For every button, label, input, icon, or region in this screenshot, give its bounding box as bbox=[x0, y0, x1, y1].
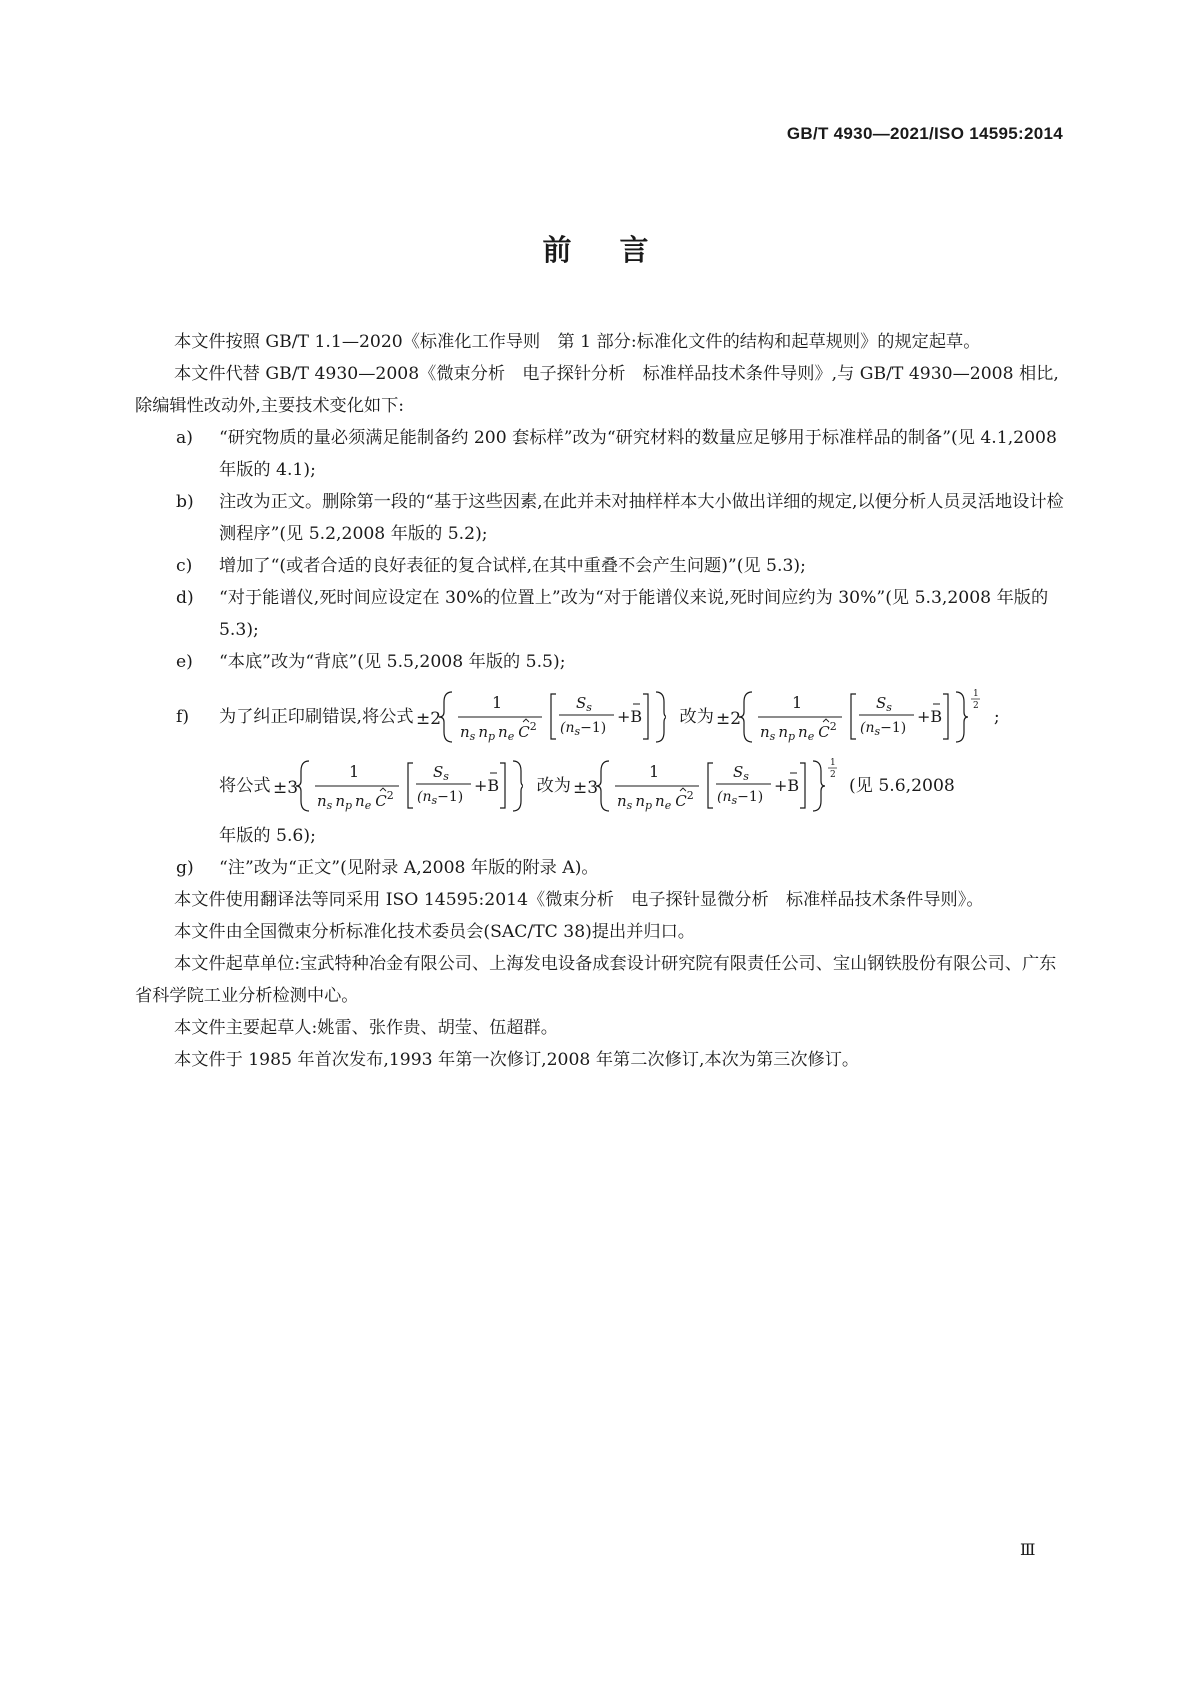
change-item-label: d) bbox=[176, 588, 194, 608]
page-number: Ⅲ bbox=[1020, 1540, 1036, 1559]
background-term: +B bbox=[773, 776, 800, 795]
change-item-label: g) bbox=[176, 858, 194, 878]
paragraph-drafting-units: 本文件起草单位:宝武特种冶金有限公司、上海发电设备成套设计研究院有限责任公司、宝山钢铁股份有限公司、广东省科学院工业分析检测中心。 bbox=[135, 954, 1057, 1006]
exponent-numerator: 1 bbox=[972, 689, 979, 699]
change-item-text: “研究物质的量必须满足能制备约 200 套标样”改为“研究材料的数量应足够用于标准样品的制备”(见 4.1,2008 年版的 4.1); bbox=[219, 428, 1057, 480]
change-item-f bbox=[135, 684, 1064, 750]
change-item-label: f) bbox=[176, 707, 190, 727]
change-item-b bbox=[135, 486, 1064, 550]
change-item-text: 增加了“(或者合适的良好表征的复合试样,在其中重叠不会产生问题)”(见 5.3); bbox=[219, 556, 806, 576]
sample-count-denominator: $(n_s-1)$ bbox=[416, 789, 463, 807]
sample-count-numerator: $S_s$ bbox=[432, 763, 449, 783]
sample-count-numerator: $S_s$ bbox=[732, 763, 749, 783]
fraction-denominator: $n_s$ $n_p$ $n_e$ $C^2$ bbox=[759, 720, 837, 743]
formula-new-2 bbox=[714, 684, 954, 750]
formula-new-3 bbox=[571, 753, 811, 819]
change-item-a bbox=[135, 422, 1064, 486]
change-f-changed-to-2: 改为 bbox=[536, 776, 571, 796]
change-item-g bbox=[135, 852, 1064, 884]
change-item-text: 注改为正文。删除第一段的“基于这些因素,在此并未对抽样样本大小做出详细的规定,以便分析人员灵活地设计检测程序”(见 5.2,2008 年版的 5.2); bbox=[219, 492, 1064, 544]
change-item-text: “注”改为“正文”(见附录 A,2008 年版的附录 A)。 bbox=[219, 858, 599, 878]
change-f-tail2: 年版的 5.6); bbox=[219, 826, 316, 846]
change-item-f-end bbox=[135, 820, 1064, 852]
fraction-denominator: $n_s$ $n_p$ $n_e$ $C^2$ bbox=[316, 789, 394, 812]
exponent-denominator: 2 bbox=[972, 701, 979, 711]
sample-count-numerator: $S_s$ bbox=[575, 694, 592, 714]
exponent-denominator: 2 bbox=[829, 770, 836, 780]
change-item-f-continued bbox=[135, 752, 1064, 820]
change-item-label: a) bbox=[176, 428, 193, 448]
fraction-numerator: 1 bbox=[348, 762, 359, 781]
change-f-changed-to: 改为 bbox=[679, 707, 714, 727]
exponent-numerator: 1 bbox=[829, 758, 836, 768]
paragraph-adoption: 本文件使用翻译法等同采用 ISO 14595:2014《微束分析 电子探针显微分析 标准样品技术条件导则》。 bbox=[174, 890, 984, 910]
change-item-label: c) bbox=[176, 556, 193, 576]
sample-count-numerator: $S_s$ bbox=[875, 694, 892, 714]
fraction-numerator: 1 bbox=[791, 693, 803, 712]
background-term: +B bbox=[616, 707, 642, 726]
document-code-header: GB/T 4930—2021/ISO 14595:2014 bbox=[786, 124, 1063, 143]
fraction-numerator: 1 bbox=[648, 762, 660, 781]
formula-coefficient: ±3 bbox=[272, 778, 298, 798]
change-item-e bbox=[135, 646, 1064, 678]
change-item-c bbox=[135, 550, 1064, 582]
paragraph-replaces: 本文件代替 GB/T 4930—2008《微束分析 电子探针分析 标准样品技术条件导则》,与 GB/T 4930—2008 相比,除编辑性改动外,主要技术变化如下: bbox=[135, 364, 1059, 416]
background-term: +B bbox=[916, 707, 943, 726]
change-item-label: b) bbox=[176, 492, 194, 512]
formula-old-2 bbox=[414, 684, 654, 750]
background-term: +B bbox=[473, 776, 499, 795]
formula-old-3 bbox=[271, 753, 511, 819]
paragraph-drafting-rules: 本文件按照 GB/T 1.1—2020《标准化工作导则 第 1 部分:标准化文件的结构和起草规则》的规定起草。 bbox=[174, 332, 981, 352]
closing-brace bbox=[654, 684, 666, 750]
change-f-intro: 为了纠正印刷错误,将公式 bbox=[219, 707, 414, 727]
formula-coefficient: ±3 bbox=[572, 778, 599, 798]
sample-count-denominator: $(n_s-1)$ bbox=[859, 720, 907, 738]
change-item-text: “对于能谱仪,死时间应设定在 30%的位置上”改为“对于能谱仪来说,死时间应约为 30%”(见 5.3,2008 年版的 5.3); bbox=[219, 588, 1049, 640]
fraction-denominator: $n_s$ $n_p$ $n_e$ $C^2$ bbox=[616, 789, 694, 812]
change-item-label: e) bbox=[176, 652, 193, 672]
paragraph-drafters: 本文件主要起草人:姚雷、张作贵、胡莹、伍超群。 bbox=[174, 1018, 558, 1038]
fraction-numerator: 1 bbox=[491, 693, 502, 712]
change-item-d bbox=[135, 582, 1064, 646]
closing-brace-with-exponent bbox=[811, 753, 845, 819]
foreword-body bbox=[135, 326, 1064, 1076]
change-f-tail: (见 5.6,2008 bbox=[848, 776, 955, 796]
paragraph-history: 本文件于 1985 年首次发布,1993 年第一次修订,2008 年第二次修订,本次为第三次修订。 bbox=[174, 1050, 860, 1070]
closing-brace-with-exponent bbox=[954, 684, 988, 750]
sample-count-denominator: $(n_s-1)$ bbox=[716, 789, 764, 807]
sample-count-denominator: $(n_s-1)$ bbox=[559, 720, 606, 738]
paragraph-committee: 本文件由全国微束分析标准化技术委员会(SAC/TC 38)提出并归口。 bbox=[174, 922, 695, 942]
fraction-denominator: $n_s$ $n_p$ $n_e$ $C^2$ bbox=[459, 720, 537, 743]
change-item-text: “本底”改为“背底”(见 5.5,2008 年版的 5.5); bbox=[219, 652, 566, 672]
page-title: 前言 bbox=[542, 233, 697, 267]
formula-coefficient: ±2 bbox=[715, 709, 741, 729]
change-f-semicolon: ; bbox=[993, 707, 1000, 727]
closing-brace bbox=[511, 753, 523, 819]
change-f-intro2: 将公式 bbox=[219, 776, 271, 796]
formula-coefficient: ±2 bbox=[415, 709, 441, 729]
